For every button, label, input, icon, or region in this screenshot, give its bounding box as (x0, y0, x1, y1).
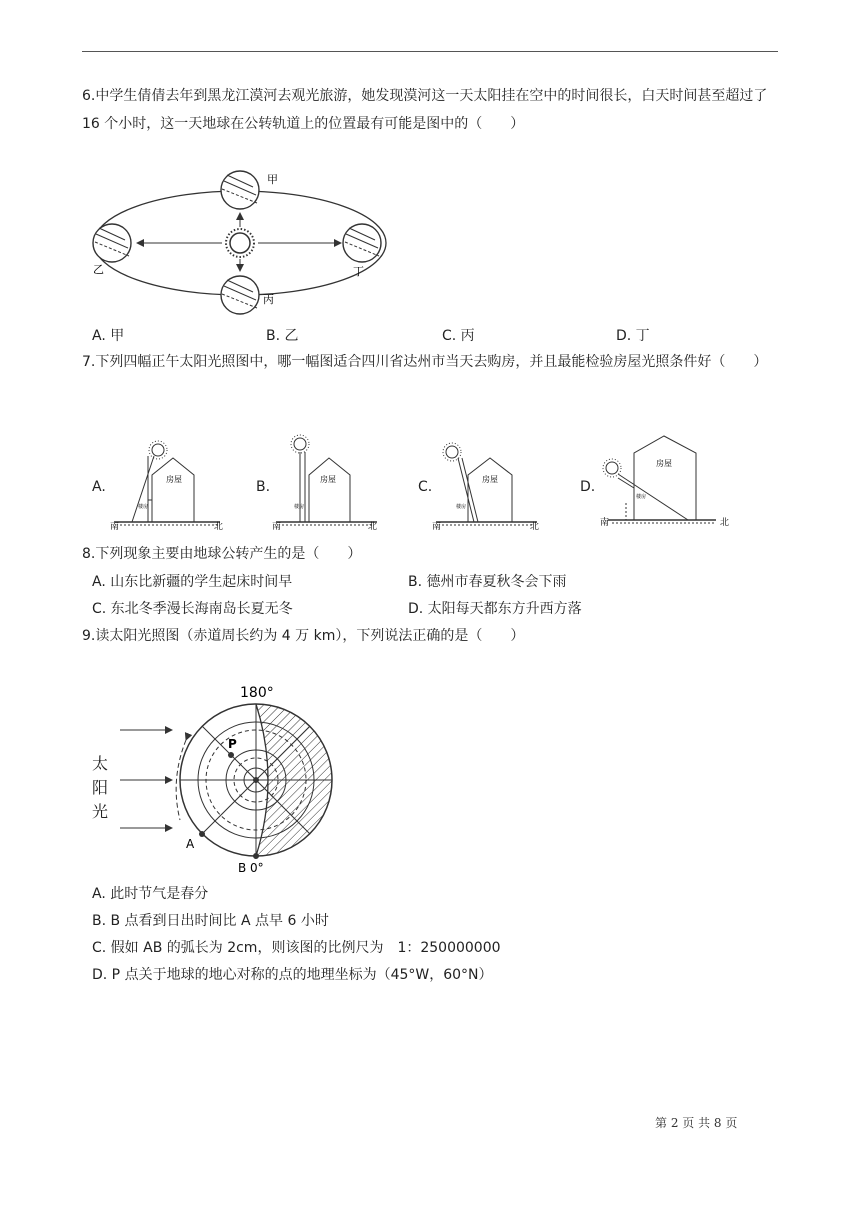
page-footer: 第 2 页 共 8 页 (655, 1116, 738, 1130)
svg-text:房屋: 房屋 (320, 475, 336, 484)
label-jia: 甲 (267, 173, 278, 186)
label-ding: 丁 (353, 265, 364, 278)
svg-text:A: A (186, 837, 195, 851)
q7-panel-d (598, 428, 738, 533)
svg-text:房屋: 房屋 (482, 475, 498, 484)
globe-bing (221, 276, 259, 314)
svg-text:楼房: 楼房 (636, 494, 647, 500)
svg-text:180°: 180° (240, 685, 274, 701)
q9-option-a[interactable]: A. 此时节气是春分 (92, 886, 209, 902)
q7-panel-a (110, 430, 235, 535)
q8-option-a[interactable]: A. 山东比新疆的学生起床时间早 (92, 574, 293, 590)
svg-text:北: 北 (720, 518, 730, 528)
q6-option-b[interactable]: B. 乙 (266, 328, 299, 344)
sunlight-label: 太阳光 (92, 754, 109, 821)
q7-panel-b-letter[interactable]: B. (256, 479, 271, 495)
svg-text:楼房: 楼房 (138, 504, 149, 510)
svg-text:北: 北 (368, 522, 378, 532)
q9-option-b[interactable]: B. B 点看到日出时间比 A 点早 6 小时 (92, 913, 329, 929)
svg-text:房屋: 房屋 (166, 475, 182, 484)
q6-option-a[interactable]: A. 甲 (92, 328, 125, 344)
sun-icon (226, 229, 254, 257)
label-yi: 乙 (93, 263, 104, 276)
point-b (253, 853, 259, 859)
q7-panel-d-letter[interactable]: D. (580, 479, 596, 495)
svg-text:房屋: 房屋 (656, 459, 672, 468)
svg-text:南: 南 (272, 522, 282, 532)
header-rule (82, 51, 778, 52)
svg-text:P: P (228, 737, 237, 751)
sun-icon (291, 435, 309, 453)
svg-text:南: 南 (600, 518, 610, 528)
svg-text:北: 北 (214, 522, 224, 532)
q8-option-b[interactable]: B. 德州市春夏秋冬会下雨 (408, 574, 567, 590)
q8-stem: 8.下列现象主要由地球公转产生的是（ ） (82, 546, 362, 562)
svg-text:北: 北 (530, 522, 540, 532)
q6-orbit-figure (85, 165, 395, 325)
sun-icon (149, 441, 167, 459)
q6-option-d[interactable]: D. 丁 (616, 328, 650, 344)
svg-text:0°: 0° (250, 861, 264, 875)
q8-option-c[interactable]: C. 东北冬季漫长海南岛长夏无冬 (92, 601, 293, 617)
q7-panel-c-letter[interactable]: C. (418, 479, 433, 495)
q9-sunlight-figure (110, 680, 360, 880)
svg-text:楼房: 楼房 (456, 504, 467, 510)
svg-text:B: B (238, 861, 247, 875)
q7-panel-a-letter[interactable]: A. (92, 479, 106, 495)
q6-stem: 6.中学生倩倩去年到黑龙江漠河去观光旅游，她发现漠河这一天太阳挂在空中的时间很长，白天时间甚至超过了 16 个小时，这一天地球在公转轨道上的位置最有可能是图中的（ ） (82, 88, 768, 132)
label-bing: 丙 (263, 293, 274, 306)
globe-ding (343, 224, 381, 262)
q7-panel-c (432, 430, 557, 535)
q8-option-d[interactable]: D. 太阳每天都东方升西方落 (408, 601, 582, 617)
q6-option-c[interactable]: C. 丙 (442, 328, 475, 344)
point-a (199, 831, 205, 837)
q7-panel-b (272, 430, 397, 535)
globe-yi (93, 224, 131, 262)
q9-stem: 9.读太阳光照图（赤道周长约为 4 万 km），下列说法正确的是（ ） (82, 628, 525, 644)
globe-jia (221, 171, 259, 209)
q9-option-c[interactable]: C. 假如 AB 的弧长为 2cm，则该图的比例尺为 1：250000000 (92, 940, 501, 956)
q7-stem: 7.下列四幅正午太阳光照图中，哪一幅图适合四川省达州市当天去购房，并且最能检验房屋光照条件好（ ） (82, 354, 768, 370)
svg-text:南: 南 (432, 522, 442, 532)
svg-text:楼房: 楼房 (294, 504, 305, 510)
svg-text:南: 南 (110, 522, 120, 532)
q9-option-d[interactable]: D. P 点关于地球的地心对称的点的地理坐标为（45°W，60°N） (92, 967, 493, 983)
point-p (228, 752, 234, 758)
